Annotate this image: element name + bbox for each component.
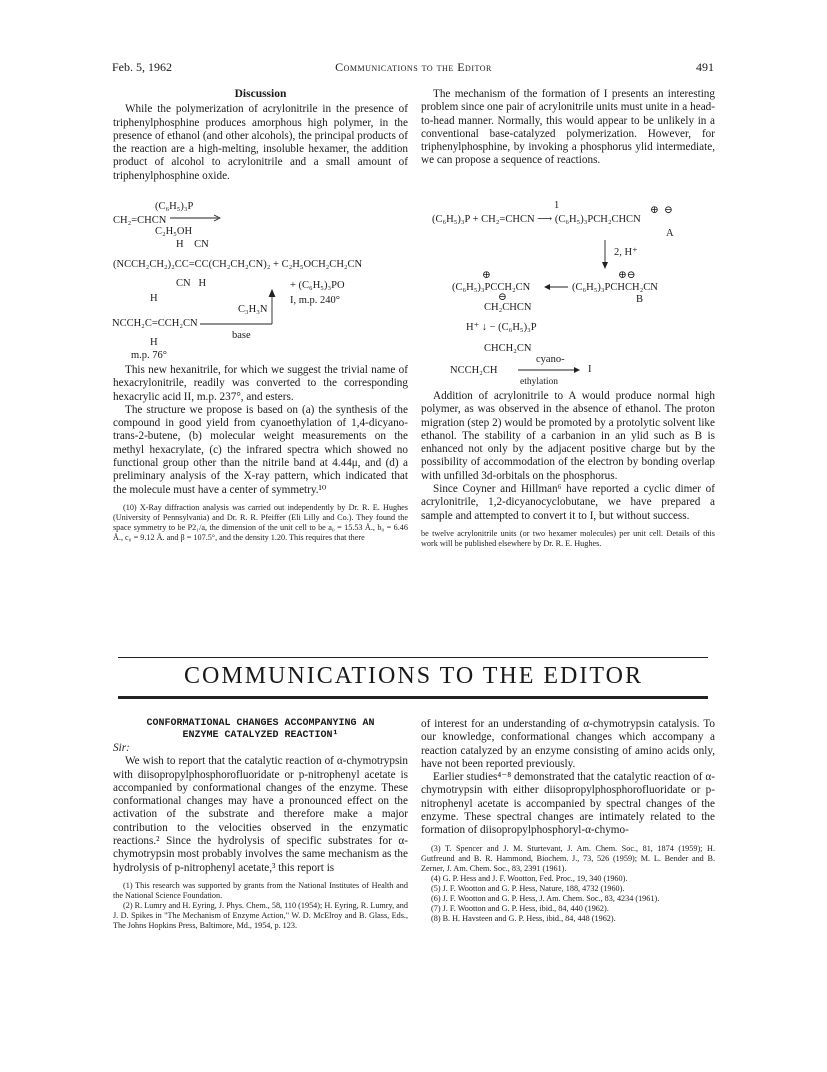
mech-ethylation: ethylation <box>520 377 558 387</box>
footnote-8: (8) B. H. Havsteen and G. P. Hess, ibid., 84, 448 (1962). <box>431 914 616 924</box>
scheme-melting-point-left: m.p. 76° <box>131 350 167 361</box>
section-title: COMMUNICATIONS TO THE EDITOR <box>184 663 643 689</box>
mech-chain-bottom: NCCH₂CH <box>450 365 498 376</box>
header-date: Feb. 5, 1962 <box>112 60 172 74</box>
scheme-base: base <box>232 330 251 341</box>
article-right-column <box>421 718 715 924</box>
salutation: Sir: <box>113 742 130 754</box>
discussion-paragraph-2: This new hexanitrile, for which we suggest the trivial name of hexacrylonitrile, readily was converted to the corresponding hexacrylic acid II, m.p. 237°, and esters. <box>113 364 408 403</box>
mechanism-paragraph-1: The mechanism of the formation of I presents an interesting problem since one pair of acrylonitrile units must unite in a head-to-head manner. Normally, this would appear to be unlikely in a conventional base-catalyzed polymerization. However, for triphenylphosphine, by invoking a phosphorus ylid intermediate, we can propose a sequence of reactions. <box>421 88 715 167</box>
mech-arrow-cyanoethylation <box>518 366 584 374</box>
article-left-column <box>113 742 408 931</box>
mech-charges-2a: ⊕ <box>482 270 491 281</box>
discussion-column-bottom <box>113 364 408 543</box>
mech-equation-2-right: (C₆H₅)₃PCHCH₂CN <box>572 282 658 293</box>
discussion-paragraph-3: The structure we propose is based on (a) the synthesis of the compound in good yield from cyanoethylation of 1,4-dicyano-trans-2-butene, (b) molecular weight measurements on the methyl hexacrylate, (c) the infrared spectra which showed no functional group other than the nitrile band at 4.44μ, and (d) a preliminary analysis of the X-ray pattern, which indicated that the molecule must have a center of symmetry.¹⁰ <box>113 403 408 496</box>
footnote-3: (3) T. Spencer and J. M. Sturtevant, J. Am. Chem. Soc., 81, 1874 (1959); H. Gutfreund and B. R. Hammond, Biochem. J., 73, 526 (1959); M. L. Bender and B. Zerner, J. Am. Chem. Soc., 83, 2391 (1961). <box>421 843 715 873</box>
footnote-10-continued: be twelve acrylonitrile units (or two hexamer molecules) per unit cell. Details of this work will be published elsewhere by Dr. R. E. Hughes. <box>421 528 715 549</box>
scheme-byproduct: + (C₆H₅)₃PO <box>290 280 345 291</box>
article-title-line-2: ENZYME CATALYZED REACTION¹ <box>182 729 339 741</box>
scheme-reagent-top: (C₆H₅)₃P <box>155 201 194 212</box>
section-rule-bottom <box>118 696 708 699</box>
mech-cyano: cyano- <box>536 354 565 365</box>
article-title-line-1: CONFORMATIONAL CHANGES ACCOMPANYING AN <box>146 718 375 729</box>
mech-arrow-down-1 <box>600 240 610 270</box>
scheme-h-top: H <box>150 293 158 304</box>
mech-arrow-left <box>542 283 570 291</box>
mech-step-1: 1 <box>554 200 560 211</box>
scheme-reagent-bottom: C₂H₅OH <box>155 226 193 237</box>
footnote-5: (5) J. F. Wootton and G. P. Hess, Nature, 188, 4732 (1960). <box>431 884 625 894</box>
footnote-7: (7) J. F. Wootton and G. P. Hess, ibid., 84, 440 (1962). <box>431 904 609 914</box>
discussion-heading: Discussion <box>234 88 287 100</box>
article-paragraph-3: Earlier studies⁴⁻⁸ demonstrated that the catalytic reaction of α-chymotrypsin with either diisopropylphosphorofluoridate or p-nitrophenyl acetate is accompanied by spectral changes of the enzyme. These spectral changes are intimately related to the formation of diisopropylphosphoryl-α-chymo- <box>421 771 715 837</box>
scheme-dimer: NCCH₂C=CCH₂CN <box>112 318 198 329</box>
article-footnotes-right <box>421 844 715 925</box>
section-rule-top <box>118 657 708 658</box>
mech-equation-1: (C₆H₅)₃P + CH₂=CHCN ⟶ (C₆H₅)₃PCH₂CHCN <box>432 214 641 225</box>
scheme-substituents-bottom: CN H <box>176 278 207 289</box>
scheme-c3h3n: C₃H₃N <box>238 304 268 315</box>
mech-chain-top: CHCH₂CN <box>484 343 532 354</box>
mech-step-2: 2, H⁺ <box>614 247 638 258</box>
article-title <box>113 718 408 741</box>
scheme-melting-point-right: I, m.p. 240° <box>290 295 340 306</box>
scheme-arrow-1 <box>170 214 222 222</box>
mechanism-paragraph-3: Since Coyner and Hillman⁶ have reported a cyclic dimer of acrylonitrile, 1,2-dicyanocyclobutane, we have prepared a sample and attempted to convert it to I, but without success. <box>421 483 715 522</box>
mech-equation-2-left: (C₆H₅)₃PCCH₂CN <box>452 282 531 293</box>
scheme-arrow-2 <box>200 288 280 328</box>
scheme-h-bottom: H <box>150 337 158 348</box>
mech-label-a: A <box>666 228 674 239</box>
article-paragraph-2: of interest for an understanding of α-chymotrypsin catalysis. To our knowledge, conformational changes which accompany a reaction catalyzed by an enzyme consisting of amino acids only, have not been reported previously. <box>421 718 715 770</box>
mech-label-b: B <box>636 294 644 305</box>
mech-sub-chain: CH₂CHCN <box>484 302 532 313</box>
footnote-10: (10) X-Ray diffraction analysis was carried out independently by Dr. R. E. Hughes (University of Pennsylvania) and Dr. R. R. Pfeiffer (Eli Lilly and Co.). They found the space symmetry to be P2₁/a, the dimension of the unit cell to be a₀ = 15.53 Å., b₀ = 6.46 Å., c₀ = 9.12 Å. and β = 107.5°, and the density 1.20. This requires that there <box>113 502 408 543</box>
article-paragraph-1: We wish to report that the catalytic reaction of α-chymotrypsin with diisopropylphosphorofluoridate or p-nitrophenyl acetate is accompanied by conformational changes of the enzyme. These conformational changes may have a pronounced effect on the activation of the substrate and therefore make a major contribution to the velocities observed in the enzymatic reactions.² Since the hydrolysis of specific substrates for α-chymotrypsin most probably involves the same mechanism as the hydrolysis of p-nitrophenyl acetate,³ this report is <box>113 755 408 874</box>
mechanism-paragraph-2: Addition of acrylonitrile to A would produce normal high polymer, as was observed in the absence of ethanol. The proton migration (step 2) would be promoted by a protolytic solvent like ethanol. The stability of a carbanion in an ylid such as B is enhanced not only by the adjacent positive charge but by the possibility of accommodation of the electron by bonding overlap with unfilled 3d-orbitals on the phosphorus. <box>421 390 715 482</box>
mech-step-3: H⁺ ↓ − (C₆H₅)₃P <box>466 322 537 333</box>
mech-charge-sub: ⊖ <box>498 292 507 303</box>
footnote-6: (6) J. F. Wootton and G. P. Hess, J. Am. Chem. Soc., 83, 4234 (1961). <box>431 894 660 904</box>
mech-charges-2b: ⊕⊖ <box>618 270 636 281</box>
mechanism-column-top <box>421 88 715 168</box>
header-page-number: 491 <box>696 60 714 74</box>
scheme-hexamer-product: (NCCH₂CH₂)₂CC=CC(CH₂CH₂CN)₂ + C₂H₅OCH₂CH₂CN <box>113 259 363 270</box>
discussion-paragraph-1: While the polymerization of acrylonitrile in the presence of triphenylphosphine produces amorphous high polymer, in the presence of ethanol (and other alcohols), the principal products of the reaction are a high-melting, insoluble hexamer, the addition product of alcohol to acrylonitrile and a small amount of triphenylphosphine oxide. <box>113 103 408 182</box>
mech-charges-1: ⊕ ⊖ <box>650 205 673 216</box>
article-footnotes-left <box>113 881 408 931</box>
mech-product: I <box>588 364 592 375</box>
discussion-column-top <box>113 88 408 183</box>
mechanism-column-bottom <box>421 390 715 549</box>
footnote-1: (1) This research was supported by grants from the National Institutes of Health and the National Science Foundation. <box>113 880 408 901</box>
header-journal: Communications to the Editor <box>335 60 492 74</box>
scheme-reactant: CH₂=CHCN <box>113 215 167 226</box>
scheme-substituents-top: H CN <box>176 239 209 250</box>
footnote-4: (4) G. P. Hess and J. F. Wootton, Fed. Proc., 19, 340 (1960). <box>431 873 628 883</box>
footnote-2: (2) R. Lumry and H. Eyring, J. Phys. Chem., 58, 110 (1954); H. Eyring, R. Lumry, and J. D. Spikes in "The Mechanism of Enzyme Action," W. D. McElroy and B. Glass, Eds., The Johns Hopkins Press, Baltimore, Md., 1954, p. 123. <box>113 901 408 931</box>
